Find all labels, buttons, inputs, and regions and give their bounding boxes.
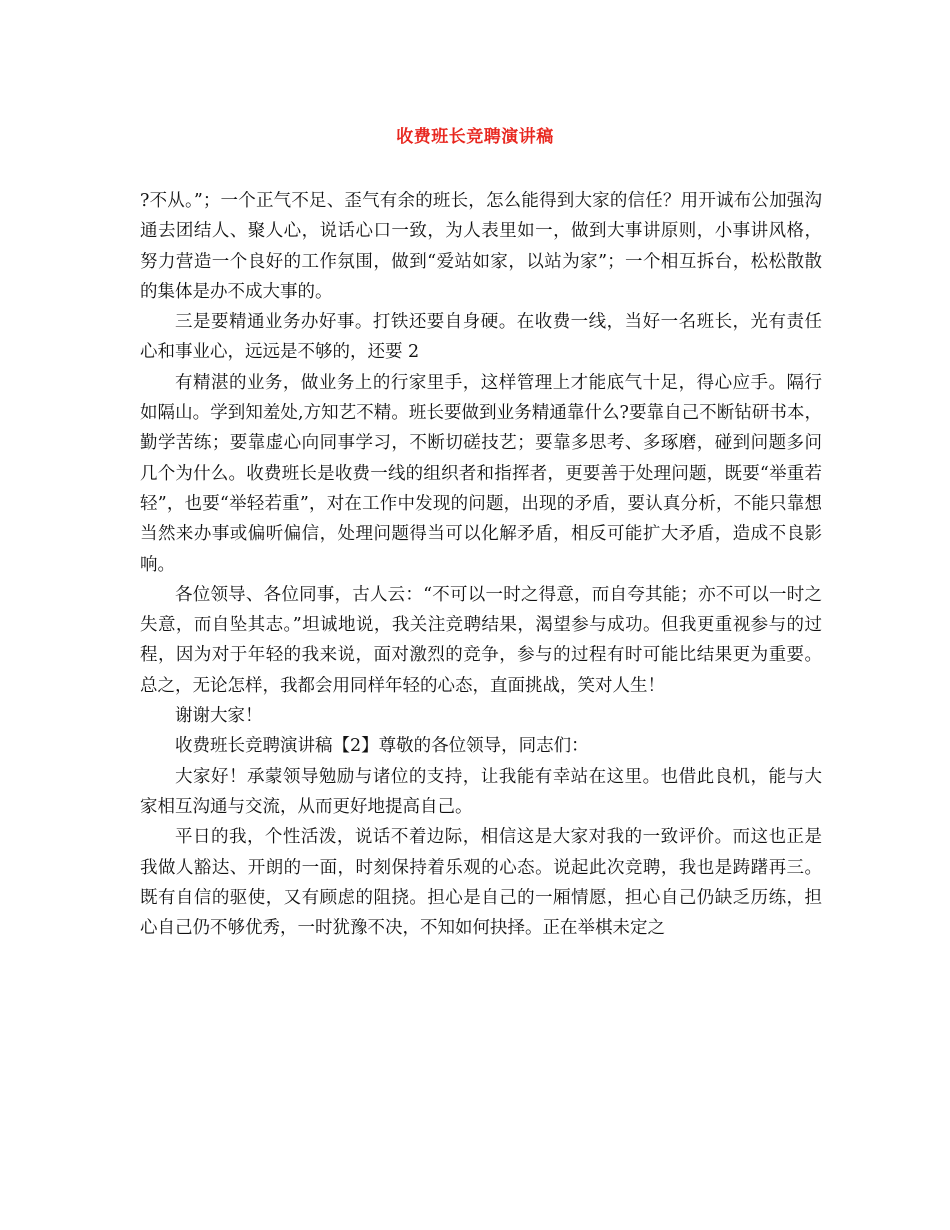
paragraph: 大家好！承蒙领导勉励与诸位的支持，让我能有幸站在这里。也借此良机，能与大家相互沟通与交流，从而更好地提高自己。: [140, 766, 822, 817]
paragraph: 各位领导、各位同事，古人云：“不可以一时之得意，而自夸其能；亦不可以一时之失意，而自坠其志。”坦诚地说，我关注竞聘结果，渴望参与成功。但我更重视参与的过程，因为对于年轻的我来说，面对激烈的竞争，参与的过程有时可能比结果更为重要。总之，无论怎样，我都会用同样年轻的心态，直面挑战，笑对人生！: [140, 584, 822, 696]
paragraph: 有精湛的业务，做业务上的行家里手，这样管理上才能底气十足，得心应手。隔行如隔山。学到知羞处,方知艺不精。班长要做到业务精通靠什么?要靠自己不断钻研书本，勤学苦练；要靠虚心向同事学习，不断切磋技艺；要靠多思考、多琢磨，碰到问题多问几个为什么。收费班长是收费一线的组织者和指挥者，更要善于处理问题，既要“举重若轻”，也要“举轻若重”，对在工作中发现的问题，出现的矛盾，要认真分析，不能只靠想当然来办事或偏听偏信，处理问题得当可以化解矛盾，相反可能扩大矛盾，造成不良影响。: [140, 372, 822, 575]
paragraph: 三是要精通业务办好事。打铁还要自身硬。在收费一线，当好一名班长，光有责任心和事业心，远远是不够的，还要 2: [140, 312, 822, 363]
document-title: 收费班长竞聘演讲稿: [396, 127, 554, 147]
paragraph: 收费班长竞聘演讲稿【2】尊敬的各位领导，同志们：: [175, 736, 589, 757]
paragraph: 平日的我，个性活泼，说话不着边际，相信这是大家对我的一致评价。而这也正是我做人豁达、开朗的一面，时刻保持着乐观的心态。说起此次竞聘，我也是踌躇再三。既有自信的驱使，又有顾虑的阻挠。担心是自己的一厢情愿，担心自己仍缺乏历练，担心自己仍不够优秀，一时犹豫不决，不知如何抉择。正在举棋未定之: [140, 827, 822, 939]
paragraph: 谢谢大家！: [175, 706, 263, 727]
paragraph: ?不从。”；一个正气不足、歪气有余的班长，怎么能得到大家的信任？用开诚布公加强沟通去团结人、聚人心，说话心口一致，为人表里如一，做到大事讲原则，小事讲风格，努力营造一个良好的工作氛围，做到“爱站如家，以站为家”；一个相互拆台，松松散散的集体是办不成大事的。: [140, 191, 822, 302]
document-body: [140, 186, 822, 943]
